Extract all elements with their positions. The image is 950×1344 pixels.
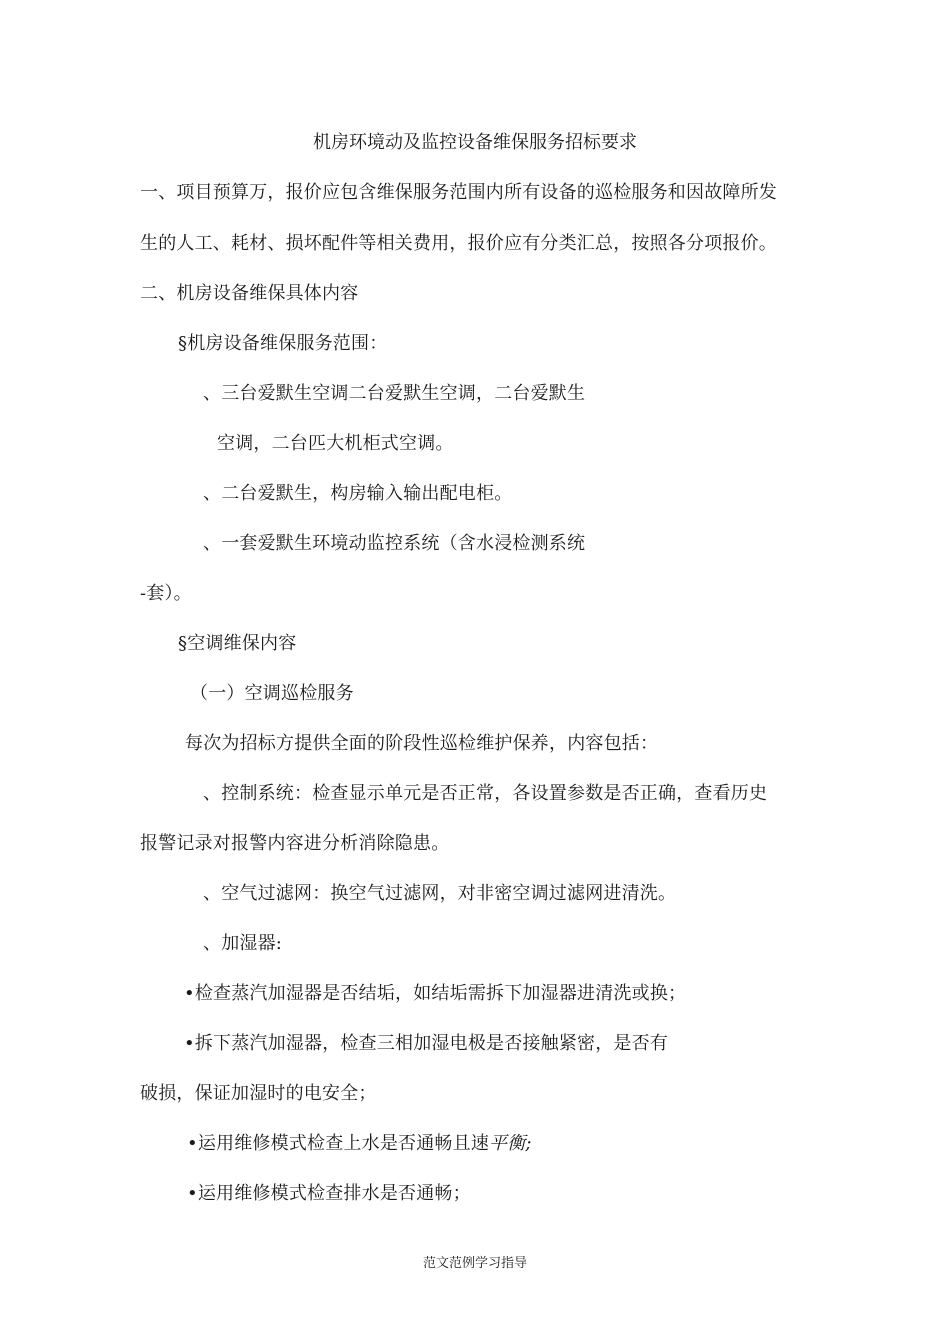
list-item-ac-units-cont: 空调，二台匹大机柜式空调。 [217,433,454,454]
subsection-heading-scope: §机房设备维保服务范围： [178,333,388,354]
bullet-check-inlet [187,1133,532,1155]
list-item-control-system: 、控制系统：检查显示单元是否正常，各设置参数是否正确，查看历史 [203,783,768,804]
subsection-inspection-service: （一）空调巡检服务 [190,683,354,704]
list-item-ac-units: 、三台爱默生空调二台爱默生空调，二台爱默生 [203,383,586,404]
document-title: 机房环境动及监控设备维保服务招标要求 [313,132,637,153]
paragraph-inspection-intro: 每次为招标方提供全面的阶段性巡检维护保养，内容包括： [185,733,659,754]
bullet-check-inlet-tail: 平衡; [489,1133,532,1154]
list-item-control-system-cont: 报警记录对报警内容进分析消除隐患。 [140,833,450,854]
bullet-check-inlet-text: •运用维修模式检查上水是否通畅且速 [187,1133,490,1154]
paragraph-line-2: 生的人工、耗材、损坏配件等相关费用，报价应有分类汇总，按照各分项报价。 [140,233,777,254]
paragraph-line-1: 一、项目预算万，报价应包含维保服务范围内所有设备的巡检服务和因故障所发 [140,182,777,203]
list-item-humidifier: 、加湿器: [203,933,283,954]
bullet-check-electrodes-cont: 破损，保证加湿时的电安全； [140,1083,377,1104]
bullet-check-scale: •检查蒸汽加湿器是否结垢，如结垢需拆下加湿器进清洗或换； [184,983,687,1004]
list-item-power-cabinet: 、二台爱默生，构房输入输出配电柜。 [203,483,513,504]
section-heading-2: 二、机房设备维保具体内容 [140,283,359,304]
list-item-monitoring-system: 、一套爱默生环境动监控系统（含水浸检测系统 [203,533,586,554]
bullet-check-electrodes: •拆下蒸汽加湿器，检查三相加湿电极是否接触紧密，是否有 [184,1033,669,1054]
bullet-check-drain: •运用维修模式检查排水是否通畅； [187,1183,471,1204]
subsection-heading-ac-maintenance: §空调维保内容 [178,633,297,654]
page-footer: 范文范例学习指导 [422,1256,527,1271]
list-item-monitoring-system-cont: -套）。 [140,583,192,604]
list-item-air-filter: 、空气过滤网：换空气过滤网，对非密空调过滤网进清洗。 [203,883,677,904]
